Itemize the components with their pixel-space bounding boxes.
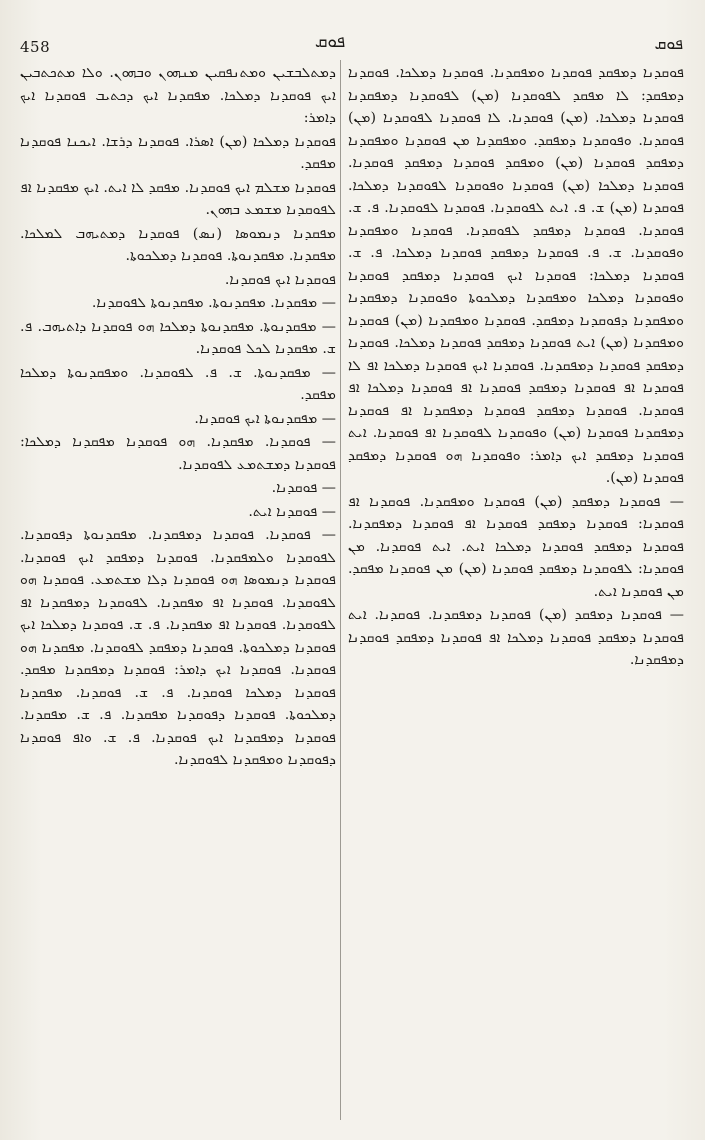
left-paragraph-11: — ܦܘܩܕܢܐ. <box>271 480 336 496</box>
left-paragraph-6: — ܡܦܩܕܢܐ. ܡܦܩܕܢܘܬܐ. ܡܦܩܕܢܘܬܐ ܠܦܘܩܕܢܐ. <box>91 295 336 311</box>
left-paragraph-1: ܕܡܬܠܒܫܝܢ ܘܡܬܢܦܩܝܢ ܡܢܗܘܢ ܘܒܗܘܢ. ܘܠܐ ܡܬܟܬܒܝܢ ܐܝܟ ܦܘܩܕܢܐ ܕܡܠܟܐ. ܡܦܩܕܢܐ ܐܝܟ ܕܟܬܝܒ ܦܘܩܕܢܐ ܐܝܟ ܕܐܡܪ: <box>20 65 336 126</box>
left-paragraph-8: — ܡܦܩܕܢܘܬܐ. ܫ. ܦ. ܠܦܘܩܕܢܐ. ܘܡܦܩܕܢܘܬܐ ܕܡܠܟܐ ܡܦܩܕ. <box>20 364 336 403</box>
left-paragraph-9: — ܡܦܩܕܢܘܬܐ ܐܝܟ ܦܘܩܕܢܐ. <box>194 410 336 427</box>
left-paragraph-12: — ܦܘܩܕܢܐ ܐܝܬ. <box>248 503 336 520</box>
left-paragraph-10: — ܦܘܩܕܢܐ. ܡܦܩܕܢܐ. ܗܘ ܦܘܩܕܢܐ ܡܦܩܕܢܐ ܕܡܠܟܐ: ܦܘܩܕܢܐ ܕܡܫܬܡܥ ܠܦܘܩܕܢܐ. <box>20 434 336 473</box>
left-paragraph-4: ܡܦܩܕܢܐ ܕܢܡܘܣܐ (ܢܣ) ܦܘܩܕܢܐ ܕܡܬܝܗܒ ܠܡܠܟܐ. ܡܦܩܕܢܐ. ܡܦܩܕܢܘܬܐ. ܦܘܩܕܢܐ ܕܡܠܟܘܬܐ. <box>20 225 336 264</box>
catchword: ܦܘܩ <box>654 34 683 53</box>
right-paragraph-3: — ܦܘܩܕܢܐ ܕܡܦܩܕ (ܡܢ) ܦܘܩܕܢܐ ܕܡܦܩܕܢܐ. ܦܘܩܕܢܐ. ܐܝܬ ܦܘܩܕܢܐ ܕܡܦܩܕ ܦܘܩܕܢܐ ܕܡܠܟܐ ܐܦ ܦܘܩܕܢܐ ܕܡܦܩܕ ܦܘܩܕܢܐ ܕܡܦܩܕܢܐ. <box>348 607 684 668</box>
left-paragraph-13: — ܦܘܩܕܢܐ. ܦܘܩܕܢܐ ܕܡܦܩܕܢܐ. ܡܦܩܕܢܘܬܐ ܕܦܘܩܕܢܐ. ܠܦܘܩܕܢܐ ܘܠܡܦܩܕܢܐ. ܦܘܩܕܢܐ ܕܡܦܩܕ ܐܝܟ ܦܘܩܕܢܐ. ܦܘܩܕܢܐ ܕܢܡܘܣܐ ܗܘ ܦܘܩܕܢܐ ܕܠܐ ܡܫܬܡܥ. ܦܘܩܕܢܐ ܗܘ ܠܦܘܩܕܢܐ. ܦܘܩܕܢܐ ܐܦ ܡܦܩܕܢܐ. ܠܦܘܩܕܢܐ ܕܡܦܩܕܢܐ ܐܦ ܠܦܘܩܕܢܐ. ܦܘܩܕܢܐ ܐܦ ܡܦܩܕܢܐ. ܦ. ܫ. ܦܘܩܕܢܐ ܕܡܠܟܐ ܐܝܟ ܦܘܩܕܢܐ ܕܡܠܟܘܬܐ. ܦܘܩܕܢܐ ܕܡܦܩܕ ܠܦܘܩܕܢܐ. ܡܦܩܕܢܐ ܗܘ ܦܘܩܕܢܐ. ܦܘܩܕܢܐ ܐܝܟ ܕܐܡܪ: ܦܘܩܕܢܐ ܕܡܦܩܕܢܐ ܡܦܩܕ. ܦܘܩܕܢܐ ܕܡܠܟܐ ܦܘܩܕܢܐ. ܦ. ܫ. ܦܘܩܕܢܐ. ܡܦܩܕܢܐ ܕܡܠܟܘܬܐ. ܦܘܩܕܢܐ ܕܦܘܩܕܢܐ ܡܦܩܕܢܐ. ܦ. ܫ. ܡܦܩܕܢܐ. ܦܘܩܕܢܐ ܕܡܦܩܕܢܐ ܐܝܟ ܦܘܩܕܢܐ. ܦ. ܫ. ܘܐܦ ܦܘܩܕܢܐ ܕܦܘܩܕܢܐ ܘܡܦܩܕܢܐ ܠܦܘܩܕܢܐ. <box>20 527 336 768</box>
left-paragraph-2: ܦܘܩܕܢܐ ܕܡܠܟܐ (ܡܢ) ܐܣܪܐ. ܦܘܩܕܢܐ ܕܪܫܐ. ܐܝܟܢܐ ܦܘܩܕܢܐ ܡܦܩܕ. <box>20 133 336 172</box>
left-paragraph-7: — ܡܦܩܕܢܘܬܐ. ܡܦܩܕܢܘܬܐ ܕܡܠܟܐ ܗܘ ܦܘܩܕܢܐ ܕܐܬܝܗܒ. ܦ. ܫ. ܡܦܩܕܢܐ ܠܟܠ ܦܘܩܕܢܐ. <box>20 318 336 357</box>
right-paragraph-1: ܦܘܩܕܢܐ ܕܡܦܩܕ ܦܘܩܕܢܐ ܘܡܦܩܕܢܐ. ܦܘܩܕܢܐ ܕܡܠܟܐ. ܦܘܩܕܢܐ ܕܡܦܩܕ: ܠܐ ܡܦܩܕ ܠܦܘܩܕܢܐ (ܡܢ) ܠܦܘܩܕܢܐ ܕܡܦܩܕܢܐ ܦܘܩܕܢܐ ܕܡܠܟܐ. (ܡܢ) ܦܘܩܕܢܐ. ܠܐ ܦܘܩܕܢܐ ܠܦܘܩܕܢܐ (ܡܢ) ܦܘܩܕܢܐ. ܘܦܘܩܕܢܐ ܕܡܦܩܕ. ܘܡܦܩܕܢܐ ܡܢ ܦܘܩܕܢܐ ܘܡܦܩܕܢܐ ܕܡܦܩܕ ܦܘܩܕܢܐ (ܡܢ) ܘܡܦܩܕ ܦܘܩܕܢܐ ܕܡܦܩܕ ܦܘܩܕܢܐ. ܦܘܩܕܢܐ ܕܡܠܟܐ (ܡܢ) ܦܘܩܕܢܐ ܘܦܘܩܕܢܐ ܠܦܘܩܕܢܐ ܕܡܠܟܐ. ܦܘܩܕܢܐ (ܡܢ) ܫ. ܦ. ܐܝܬ ܠܦܘܩܕܢܐ. ܦܘܩܕܢܐ ܠܦܘܩܕܢܐ. ܦ. ܫ. ܦܘܩܕܢܐ. ܦܘܩܕܢܐ ܕܡܦܩܕ ܠܦܘܩܕܢܐ. ܦܘܩܕܢܐ ܘܡܦܩܕܢܐ ܘܦܘܩܕܢܐ. ܫ. ܦ. ܦܘܩܕܢܐ ܕܡܦܩܕ ܦܘܩܕܢܐ ܕܡܠܟܐ. ܦ. ܫ. ܦܘܩܕܢܐ ܕܡܠܟܐ: ܦܘܩܕܢܐ ܐܝܟ ܦܘܩܕܢܐ ܕܡܦܩܕ ܦܘܩܕܢܐ ܘܦܘܩܕܢܐ ܕܡܠܟܐ ܘܡܦܩܕܢܐ ܕܡܠܟܘܬܐ ܘܦܘܩܕܢܐ ܕܡܦܩܕܢܐ ܘܡܦܩܕܢܐ ܕܦܘܩܕܢܐ ܕܡܦܩܕ. ܦܘܩܕܢܐ ܘܡܦܩܕܢܐ (ܡܢ) ܦܘܩܕܢܐ ܘܡܦܩܕܢܐ (ܡܢ) ܐܝܬ ܦܘܩܕܢܐ ܕܡܦܩܕ ܦܘܩܕܢܐ ܕܡܠܟܐ. ܦܘܩܕܢܐ ܕܡܦܩܕ ܦܘܩܕܢܐ ܕܡܦܩܕܢܐ. ܦܘܩܕܢܐ ܐܝܟ ܦܘܩܕܢܐ ܕܡܠܟܐ ܐܦ ܠܐ ܦܘܩܕܢܐ ܐܦ ܦܘܩܕܢܐ ܕܡܦܩܕ ܦܘܩܕܢܐ ܐܦ ܦܘܩܕܢܐ ܕܡܠܟܐ ܐܦ ܦܘܩܕܢܐ. ܦܘܩܕܢܐ ܕܡܦܩܕ ܦܘܩܕܢܐ ܕܡܦܩܕܢܐ ܐܦ ܦܘܩܕܢܐ ܕܡܦܩܕܢܐ ܦܘܩܕܢܐ (ܡܢ) ܘܦܘܩܕܢܐ ܠܦܘܩܕܢܐ ܐܦ ܦܘܩܕܢܐ. ܐܝܬ ܦܘܩܕܢܐ ܕܡܦܩܕ ܐܝܟ ܕܐܡܪ: ܘܦܘܩܕܢܐ ܗܘ ܦܘܩܕܢܐ ܕܡܦܩܕ ܦܘܩܕܢܐ (ܡܢ). <box>348 65 684 486</box>
running-title: ܦܘܩ <box>314 32 346 52</box>
right-paragraph-2: — ܦܘܩܕܢܐ ܕܡܦܩܕ (ܡܢ) ܦܘܩܕܢܐ ܘܡܦܩܕܢܐ. ܦܘܩܕܢܐ ܐܦ ܦܘܩܕܢܐ: ܦܘܩܕܢܐ ܕܡܦܩܕ ܦܘܩܕܢܐ ܐܦ ܦܘܩܕܢܐ ܕܡܦܩܕܢܐ. ܦܘܩܕܢܐ ܕܡܦܩܕ ܦܘܩܕܢܐ ܕܡܠܟܐ ܐܝܬ. ܐܝܬ ܦܘܩܕܢܐ. ܡܢ ܦܘܩܕܢܐ: ܠܦܘܩܕܢܐ ܕܡܦܩܕ ܦܘܩܕܢܐ (ܡܢ) ܡܢ ܦܘܩܕܢܐ ܡܦܩܕ. ܡܢ ܦܘܩܕܢܐ ܐܝܬ. <box>348 493 684 600</box>
left-paragraph-5: ܦܘܩܕܢܐ ܐܝܟ ܦܘܩܕܢܐ. <box>224 271 336 288</box>
left-paragraph-3: ܦܘܩܕܢܐ ܡܫܠܡ ܐܝܟ ܦܘܩܕܢܐ. ܡܦܩܕ ܠܐ ܐܝܬ. ܐܝܟ ܡܦܩܕܢܐ ܐܦ ܠܦܘܩܕܢܐ ܡܫܡܥ ܒܗܘܢ. <box>20 179 336 218</box>
page-number: 458 <box>20 38 51 56</box>
right-column <box>348 62 684 1132</box>
column-divider <box>340 60 341 1120</box>
left-column <box>20 62 336 1132</box>
